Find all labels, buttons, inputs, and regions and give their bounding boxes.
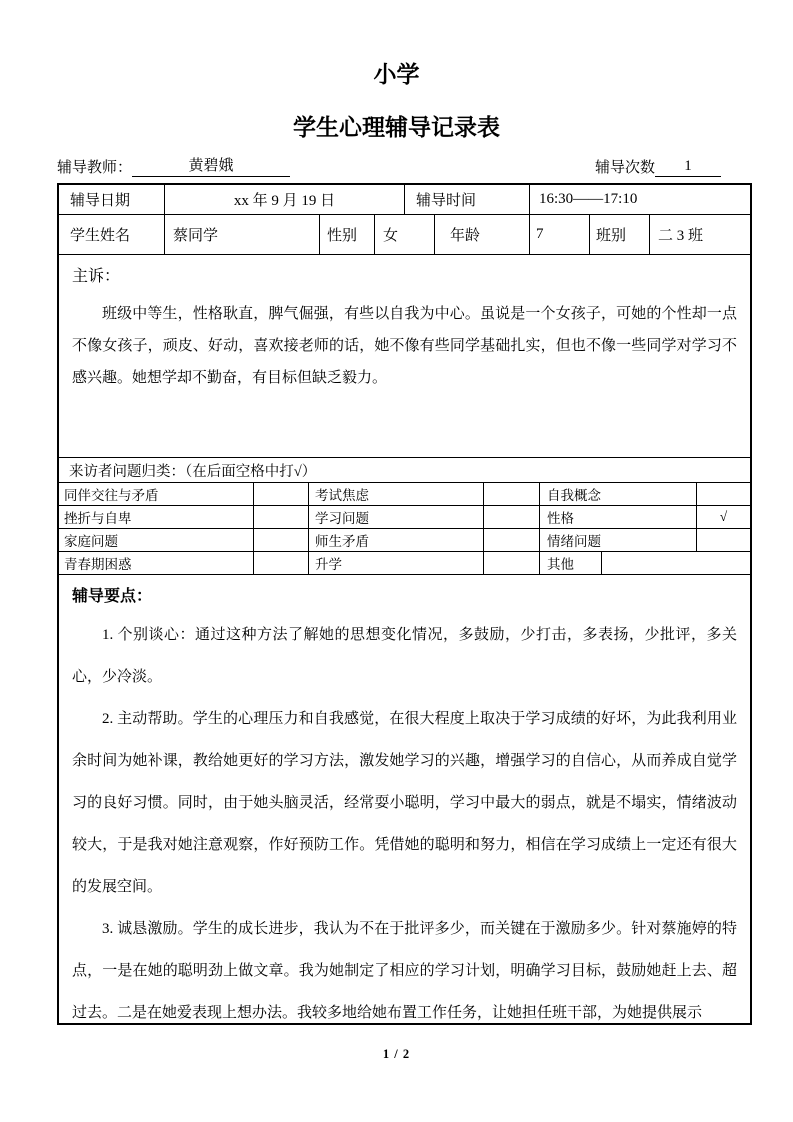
check-cell [254, 529, 309, 551]
key-point-paragraph-2: 2. 主动帮助。学生的心理压力和自我感觉，在很大程度上取决于学习成绩的好坏，为此我利用业余时间为她补课，教给她更好的学习方法，激发她学习的兴趣，增强学习的自信心，从而养成自觉学习的良好习惯。同时，由于她头脑灵活，经常耍小聪明，学习中最大的弱点，就是不塌实，情绪波动较大，于是我对她注意观察，作好预防工作。凭借她的聪明和努力，相信在学习成绩上一定还有很大的发展空间。 [72, 711, 737, 895]
sessions-count-field: 1 [655, 156, 721, 177]
category-label: 师生矛盾 [309, 529, 484, 551]
student-name-cell: 蔡同学 [165, 215, 320, 254]
category-label: 考试焦虑 [309, 483, 484, 505]
page-number: 1 / 2 [382, 1047, 411, 1061]
category-label: 情绪问题 [540, 529, 697, 551]
check-cell [484, 552, 540, 574]
sessions-field-group [595, 156, 721, 177]
chief-complaint-section [59, 255, 750, 458]
gender-label-cell: 性别 [320, 215, 375, 254]
category-label: 同伴交往与矛盾 [59, 483, 254, 505]
category-label: 自我概念 [540, 483, 697, 505]
doc-title-form-name: 学生心理辅导记录表 [293, 115, 500, 140]
category-label: 青春期困惑 [59, 552, 254, 574]
check-cell [484, 483, 540, 505]
student-info-row [59, 215, 750, 255]
check-cell [697, 529, 750, 551]
category-label: 性格 [540, 506, 697, 528]
date-time-row [59, 185, 750, 215]
gender-value-cell: 女 [375, 215, 435, 254]
category-label: 学习问题 [309, 506, 484, 528]
age-value-cell: 7 [530, 215, 590, 254]
key-points-section [59, 575, 750, 1023]
category-label: 升学 [309, 552, 484, 574]
problem-category-row [59, 483, 750, 506]
class-value-cell: 二 3 班 [658, 228, 704, 244]
doc-title-school: 小学 [373, 62, 420, 87]
problem-category-row [59, 506, 750, 529]
key-point-paragraph-3: 3. 诚恳激励。学生的成长进步，我认为不在于批评多少，而关键在于激励多少。针对蔡施婷的特点，一是在她的聪明劲上做文章。我为她制定了相应的学习计划，明确学习目标，鼓励她赶上去、超过去。二是在她爱表现上想办法。我较多地给她布置工作任务，让她担任班干部，为她提供展示 [72, 921, 737, 1021]
problem-category-header: 来访者问题归类：（在后面空格中打√） [59, 458, 750, 483]
check-cell-checked: √ [719, 509, 728, 524]
age-label-cell: 年龄 [435, 215, 530, 254]
time-label-cell: 辅导时间 [405, 185, 530, 214]
teacher-field-group [57, 156, 290, 177]
student-label-cell: 学生姓名 [59, 215, 165, 254]
sessions-label: 辅导次数 [594, 160, 655, 176]
check-cell [602, 552, 750, 574]
class-label-cell: 班别 [590, 215, 650, 254]
chief-complaint-text: 班级中等生，性格耿直，脾气倔强，有些以自我为中心。虽说是一个女孩子，可她的个性却一点不像女孩子，顽皮、好动，喜欢接老师的话，她不像有些同学基础扎实，但也不像一些同学对学习不感兴趣。她想学却不勤奋，有目标但缺乏毅力。 [72, 306, 737, 386]
check-cell [254, 552, 309, 574]
category-label: 挫折与自卑 [59, 506, 254, 528]
counseling-record-table [57, 183, 752, 1025]
category-label: 其他 [540, 552, 602, 574]
meta-row [57, 156, 737, 177]
problem-category-row [59, 529, 750, 552]
key-point-paragraph-1: 1. 个别谈心：通过这种方法了解她的思想变化情况，多鼓励，少打击，多表扬，少批评，多关心，少冷淡。 [72, 627, 737, 685]
problem-category-row [59, 552, 750, 575]
date-label-cell: 辅导日期 [59, 185, 165, 214]
time-value-cell: 16:30——17:10 [539, 191, 638, 207]
check-cell [254, 506, 309, 528]
check-cell [697, 483, 750, 505]
check-cell [484, 529, 540, 551]
teacher-name-field: 黄碧娥 [132, 156, 290, 177]
category-label: 家庭问题 [59, 529, 254, 551]
document-header [0, 0, 793, 142]
check-cell [484, 506, 540, 528]
check-cell [254, 483, 309, 505]
chief-complaint-label: 主诉： [72, 268, 121, 285]
teacher-label: 辅导教师： [57, 160, 133, 176]
date-value-cell: xx 年 9 月 19 日 [165, 185, 405, 214]
key-points-label: 辅导要点： [72, 588, 153, 605]
